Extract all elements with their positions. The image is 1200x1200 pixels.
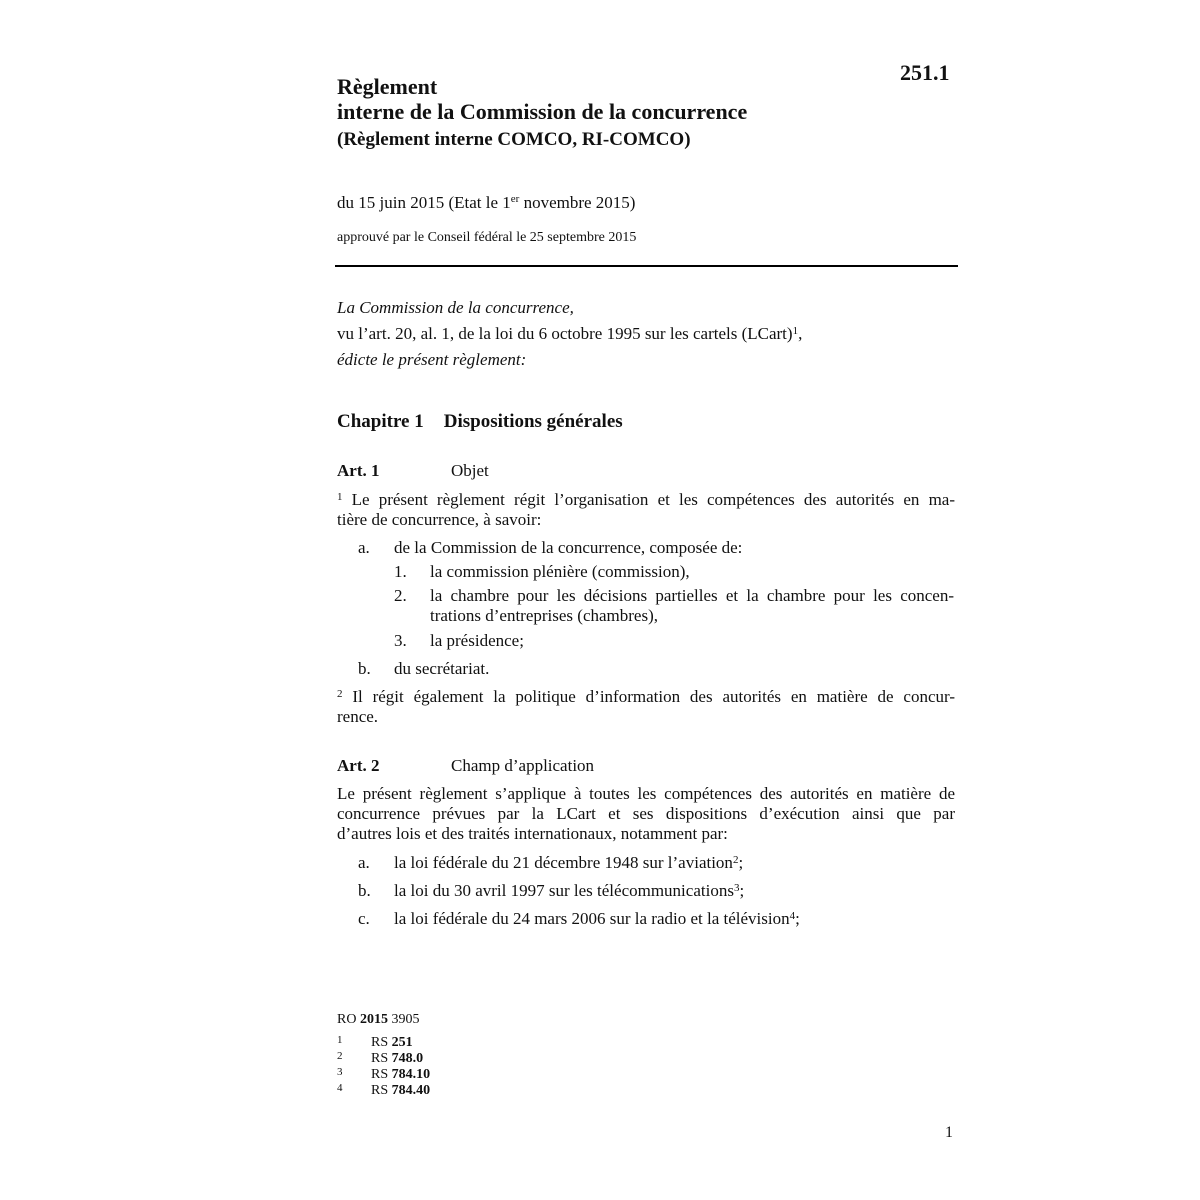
list-text-end: ; [738, 853, 744, 872]
footnote-number: 3 [337, 1066, 343, 1078]
preamble-line-1: La Commission de la concurrence, [337, 298, 574, 317]
footnote-prefix: RS [371, 1051, 392, 1066]
paragraph-text: Le présent règlement régit l’organisation et les compétences des autorités en ma- [342, 490, 955, 509]
preamble [337, 295, 802, 373]
ro-page: 3905 [387, 1012, 420, 1027]
paragraph-text: concurrence prévues par la LCart et ses dispositions d’exécution ainsi que par [337, 804, 955, 823]
header-divider [335, 265, 958, 267]
footnote-ref-4[interactable]: 4 [789, 910, 796, 922]
list-item-a [358, 538, 958, 558]
preamble-line-2 [337, 321, 802, 347]
list-label: b. [358, 881, 371, 900]
footnote-prefix: RS [371, 1083, 392, 1098]
date-superscript: er [510, 193, 520, 205]
footnote-ref-text[interactable]: 251 [391, 1035, 413, 1050]
art2-item-a [358, 853, 958, 873]
preamble-line-2-text: vu l’art. 20, al. 1, de la loi du 6 octobre 1995 sur les cartels (LCart) [337, 324, 793, 343]
document-subtitle: (Règlement interne COMCO, RI-COMCO) [337, 129, 691, 150]
article-1-heading [337, 461, 489, 481]
list-text-end: ; [739, 881, 745, 900]
preamble-line-3: édicte le présent règlement: [337, 350, 527, 369]
chapter-title: Dispositions générales [443, 411, 623, 432]
footnote-number: 1 [337, 1034, 343, 1046]
list-label: c. [358, 909, 370, 928]
list-text: du secrétariat. [394, 659, 490, 678]
list-text-body: la loi du 30 avril 1997 sur les télécommunications [394, 881, 734, 900]
list-label: 2. [394, 586, 407, 605]
paragraph-number: 1 [337, 491, 343, 503]
list-label: a. [358, 538, 370, 557]
list-text [394, 853, 920, 873]
footnote-ref-1[interactable]: 1 [792, 325, 799, 337]
ro-reference [337, 1012, 419, 1028]
article-1-paragraph-2 [337, 687, 955, 727]
document-title [337, 74, 747, 124]
ro-year: 2015 [359, 1012, 388, 1027]
list-label: 3. [394, 631, 407, 650]
sub-item-1 [394, 562, 954, 582]
title-line-1: Règlement [337, 74, 438, 99]
article-2-paragraph [337, 784, 955, 844]
list-text: la commission plénière (commission), [430, 562, 690, 581]
chapter-label: Chapitre 1 [337, 411, 424, 432]
list-text: la présidence; [430, 631, 524, 650]
chapter-heading [337, 411, 623, 433]
art2-item-c [358, 909, 958, 929]
sub-item-2 [394, 586, 954, 626]
title-line-2: interne de la Commission de la concurrence [337, 99, 748, 124]
list-label: b. [358, 659, 371, 678]
list-text: la chambre pour les décisions partielles et la chambre pour les concen- [430, 586, 954, 605]
list-text: de la Commission de la concurrence, composée de: [394, 538, 743, 557]
art2-item-b [358, 881, 958, 901]
list-text-body: la loi fédérale du 24 mars 2006 sur la radio et la télévision [394, 909, 790, 928]
article-1-title: Objet [451, 461, 489, 480]
article-2-title: Champ d’application [451, 756, 595, 775]
page-number: 1 [945, 1124, 953, 1141]
footnote-ref-3[interactable]: 3 [733, 882, 740, 894]
list-text [394, 909, 920, 929]
paragraph-text: d’autres lois et des traités internationaux, notamment par: [337, 824, 728, 843]
date-prefix: du 15 juin 2015 (Etat le 1 [337, 193, 511, 212]
list-text [394, 881, 920, 901]
list-label: 1. [394, 562, 407, 581]
paragraph-text: tière de concurrence, à savoir: [337, 510, 542, 529]
preamble-line-2-end: , [798, 324, 803, 343]
paragraph-text: rence. [337, 707, 379, 726]
ro-prefix: RO [337, 1012, 360, 1027]
footnote-ref-2[interactable]: 2 [732, 854, 739, 866]
approval-note: approuvé par le Conseil fédéral le 25 septembre 2015 [337, 230, 637, 245]
paragraph-number: 2 [337, 688, 343, 700]
footnote-prefix: RS [371, 1035, 392, 1050]
law-number: 251.1 [900, 60, 950, 85]
list-item-b [358, 659, 958, 679]
footnote-4 [337, 1080, 430, 1099]
paragraph-text: Il régit également la politique d’information des autorités en matière de concur- [342, 687, 955, 706]
list-text: trations d’entreprises (chambres), [430, 606, 658, 625]
list-label: a. [358, 853, 370, 872]
article-1-number: Art. 1 [337, 461, 380, 480]
sub-item-3 [394, 631, 954, 651]
date-line [337, 193, 635, 213]
date-suffix: novembre 2015) [519, 193, 636, 212]
article-2-number: Art. 2 [337, 756, 380, 775]
article-2-heading [337, 756, 594, 776]
paragraph-text: Le présent règlement s’applique à toutes les compétences des autorités en matière de [337, 784, 955, 803]
list-text-end: ; [795, 909, 800, 928]
footnote-ref-text[interactable]: 748.0 [391, 1051, 424, 1066]
footnote-ref-text[interactable]: 784.10 [391, 1067, 431, 1082]
footnote-number: 2 [337, 1050, 343, 1062]
article-1-paragraph-1 [337, 490, 955, 530]
footnote-ref-text[interactable]: 784.40 [391, 1083, 431, 1098]
footnote-prefix: RS [371, 1067, 392, 1082]
footnote-number: 4 [337, 1082, 343, 1094]
list-text-body: la loi fédérale du 21 décembre 1948 sur l’aviation [394, 853, 733, 872]
